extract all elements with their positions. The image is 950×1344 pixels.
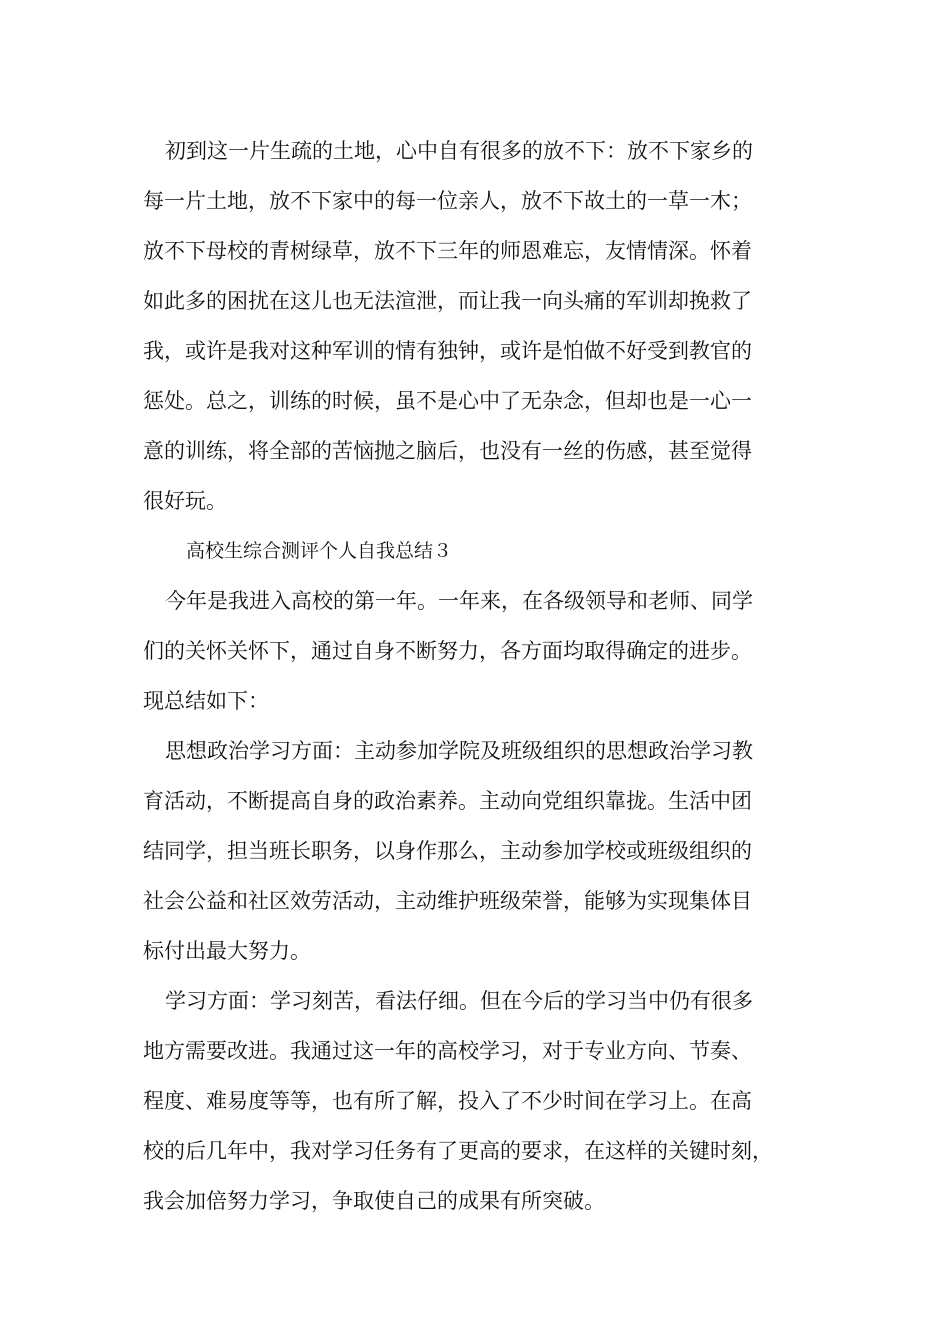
- paragraph-line: 思想政治学习方面：主动参加学院及班级组织的思想政治学习教: [165, 739, 753, 763]
- paragraph-line: 们的关怀关怀下，通过自身不断努力，各方面均取得确定的进步。: [143, 639, 752, 663]
- paragraph-line: 地方需要改进。我通过这一年的高校学习，对于专业方向、节奏、: [143, 1039, 752, 1063]
- paragraph-line: 惩处。总之，训练的时候，虽不是心中了无杂念，但却也是一心一: [143, 389, 752, 413]
- paragraph-line: 我会加倍努力学习，争取使自己的成果有所突破。: [143, 1189, 605, 1213]
- paragraph-line: 标付出最大努力。: [143, 939, 311, 963]
- paragraph-line: 如此多的困扰在这儿也无法渲泄，而让我一向头痛的军训却挽救了: [143, 289, 752, 313]
- paragraph-line: 很好玩。: [143, 489, 227, 513]
- paragraph-line: 每一片土地，放不下家中的每一位亲人，放不下故土的一草一木；: [143, 189, 752, 213]
- paragraph-line: 今年是我进入高校的第一年。一年来，在各级领导和老师、同学: [165, 589, 753, 613]
- paragraph-line: 程度、难易度等等，也有所了解，投入了不少时间在学习上。在高: [143, 1089, 752, 1113]
- paragraph-line: 学习方面：学习刻苦，看法仔细。但在今后的学习当中仍有很多: [165, 989, 753, 1013]
- paragraph-line: 放不下母校的青树绿草，放不下三年的师恩难忘，友情情深。怀着: [143, 239, 752, 263]
- paragraph-line: 现总结如下：: [143, 689, 269, 713]
- paragraph-line: 我，或许是我对这种军训的情有独钟，或许是怕做不好受到教官的: [143, 339, 752, 363]
- paragraph-line: 结同学，担当班长职务，以身作那么，主动参加学校或班级组织的: [143, 839, 752, 863]
- paragraph-line: 校的后几年中，我对学习任务有了更高的要求，在这样的关键时刻，: [143, 1139, 773, 1163]
- paragraph-line: 初到这一片生疏的土地，心中自有很多的放不下：放不下家乡的: [165, 139, 753, 163]
- section-heading: 高校生综合测评个人自我总结３: [186, 540, 453, 562]
- document-body: [143, 126, 843, 1226]
- paragraph-line: 社会公益和社区效劳活动，主动维护班级荣誉，能够为实现集体目: [143, 889, 752, 913]
- paragraph-line: 意的训练，将全部的苦恼抛之脑后，也没有一丝的伤感，甚至觉得: [143, 439, 752, 463]
- paragraph-line: 育活动，不断提高自身的政治素养。主动向党组织靠拢。生活中团: [143, 789, 752, 813]
